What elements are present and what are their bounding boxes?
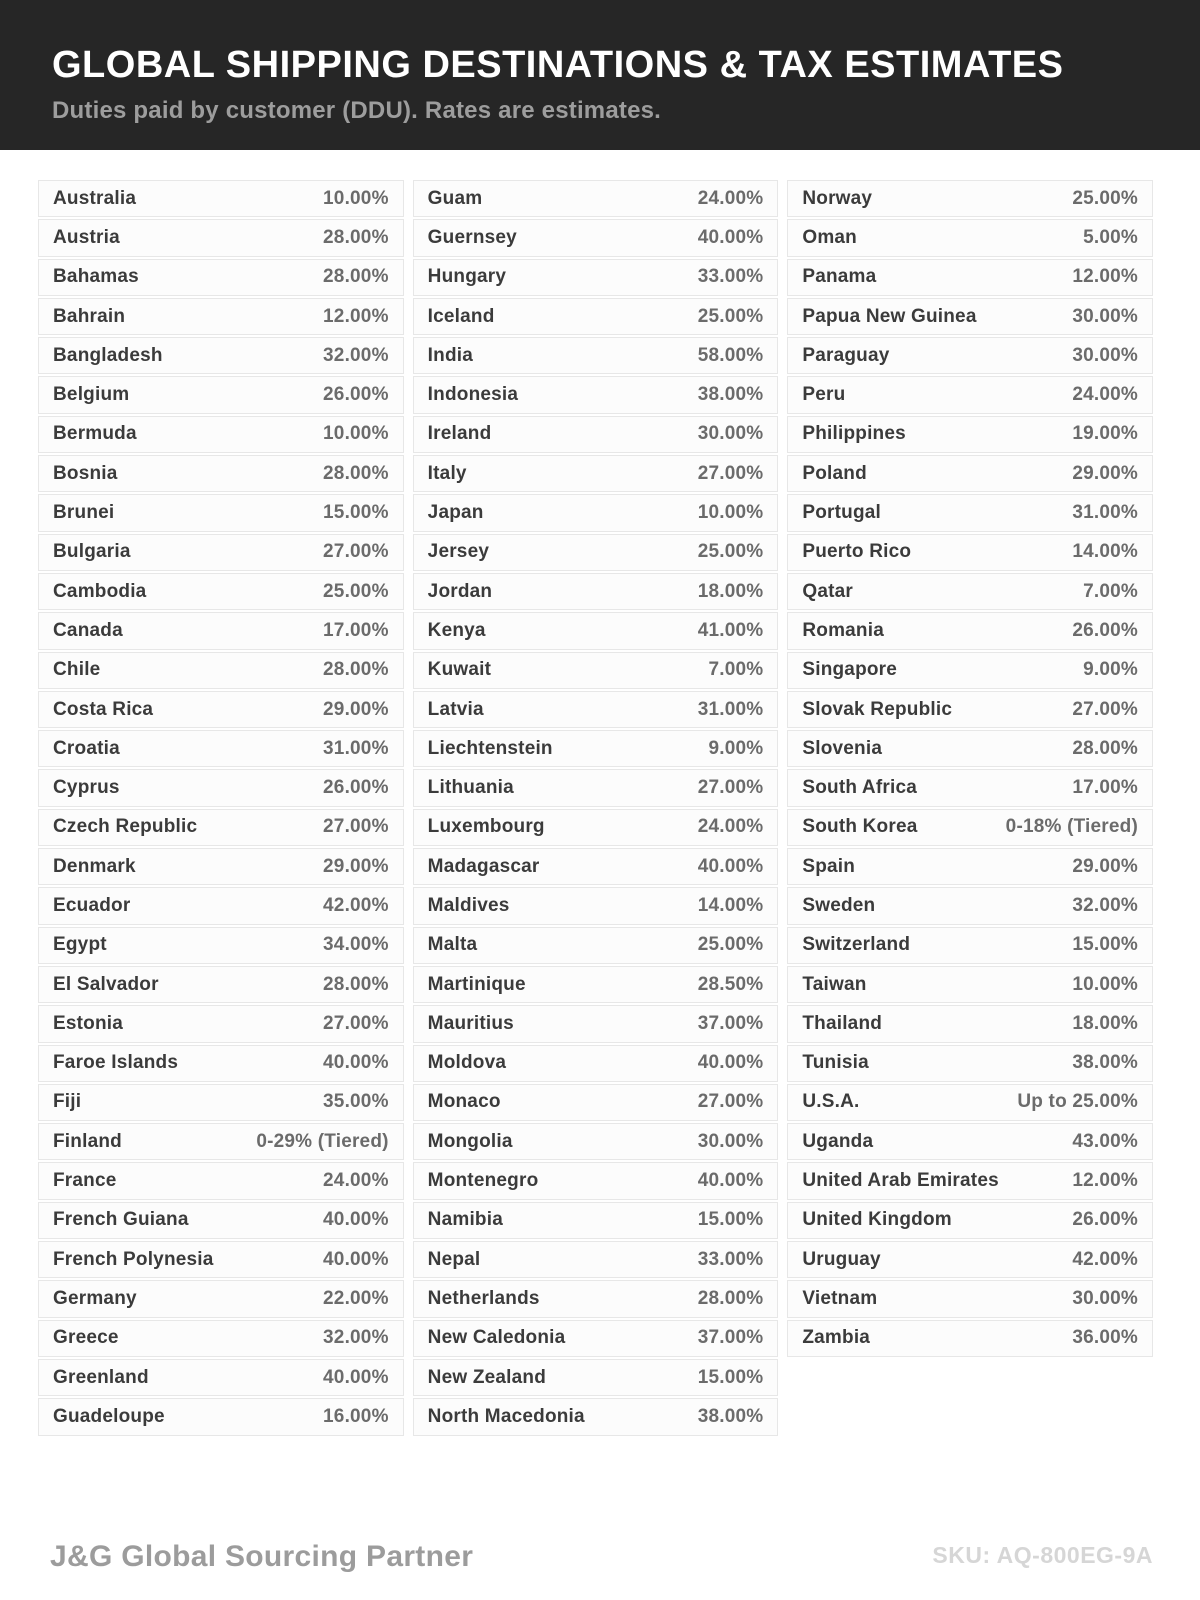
country-name: Ecuador — [53, 894, 131, 916]
tax-rate: 27.00% — [697, 1091, 764, 1113]
tax-rate: 24.00% — [697, 187, 764, 209]
table-row — [38, 534, 404, 571]
country-name: Poland — [802, 462, 867, 484]
country-name: Iceland — [427, 305, 495, 327]
tax-rate: 10.00% — [1072, 973, 1139, 995]
tax-rate: 31.00% — [697, 698, 764, 720]
table-row — [413, 1084, 779, 1121]
table-row — [413, 259, 779, 296]
tax-rate: 28.00% — [323, 226, 389, 248]
country-name: Croatia — [53, 737, 120, 759]
country-name: South Africa — [802, 777, 917, 799]
table-row — [413, 966, 779, 1003]
table-row — [787, 612, 1153, 649]
table-row — [38, 1123, 404, 1160]
table-row — [787, 809, 1153, 846]
country-name: Belgium — [53, 384, 130, 406]
table-row — [787, 573, 1153, 610]
tax-rate: 14.00% — [1072, 541, 1139, 563]
country-name: Switzerland — [802, 934, 911, 956]
country-name: Philippines — [802, 423, 906, 445]
country-name: Denmark — [53, 855, 136, 877]
tax-rate: 35.00% — [323, 1091, 389, 1113]
country-name: Monaco — [427, 1091, 501, 1113]
country-name: Italy — [427, 462, 467, 484]
country-name: Taiwan — [802, 973, 867, 995]
country-name: United Arab Emirates — [802, 1170, 999, 1192]
table-row — [413, 1045, 779, 1082]
country-name: Bermuda — [53, 423, 137, 445]
tax-rate: Up to 25.00% — [1017, 1091, 1139, 1113]
table-row — [413, 180, 779, 217]
country-name: Egypt — [53, 934, 107, 956]
country-name: Peru — [802, 384, 846, 406]
table-row — [413, 376, 779, 413]
country-name: Czech Republic — [53, 816, 198, 838]
tax-rate: 12.00% — [1072, 266, 1139, 288]
brand-name: J&G Global Sourcing Partner — [50, 1540, 474, 1573]
country-name: Ireland — [427, 423, 492, 445]
country-name: Slovak Republic — [802, 698, 953, 720]
country-name: Canada — [53, 619, 123, 641]
tax-rate: 26.00% — [323, 384, 389, 406]
table-row — [413, 494, 779, 531]
country-name: Puerto Rico — [802, 541, 912, 563]
country-name: Costa Rica — [53, 698, 154, 720]
country-name: Spain — [802, 855, 856, 877]
table-row — [787, 180, 1153, 217]
country-name: New Caledonia — [427, 1327, 566, 1349]
tax-rate: 25.00% — [697, 305, 764, 327]
country-name: Guernsey — [427, 226, 517, 248]
tax-rate: 15.00% — [1072, 934, 1139, 956]
country-name: India — [427, 344, 474, 366]
tax-rate: 41.00% — [697, 619, 764, 641]
tax-rate: 30.00% — [1072, 344, 1139, 366]
table-row — [413, 927, 779, 964]
table-row — [413, 691, 779, 728]
country-name: Uruguay — [802, 1248, 881, 1270]
table-row — [413, 612, 779, 649]
table-row — [38, 809, 404, 846]
tax-rate: 32.00% — [1072, 894, 1139, 916]
tax-rate: 24.00% — [323, 1170, 389, 1192]
tax-rate: 26.00% — [1072, 1209, 1139, 1231]
table-row — [413, 1320, 779, 1357]
tax-rate: 28.00% — [323, 266, 389, 288]
country-name: Lithuania — [427, 777, 514, 799]
country-name: France — [53, 1170, 117, 1192]
tax-rate: 37.00% — [697, 1012, 764, 1034]
table-row — [787, 298, 1153, 335]
tax-rate: 16.00% — [323, 1405, 389, 1427]
country-name: Mongolia — [427, 1130, 513, 1152]
table-row — [413, 1359, 779, 1396]
country-name: Netherlands — [427, 1287, 540, 1309]
tax-rate: 14.00% — [697, 894, 764, 916]
tax-rate: 15.00% — [697, 1209, 764, 1231]
tax-rate: 28.50% — [697, 973, 764, 995]
country-name: Greece — [53, 1327, 119, 1349]
table-row — [413, 1202, 779, 1239]
country-name: Greenland — [53, 1366, 149, 1388]
country-name: Estonia — [53, 1012, 124, 1034]
tax-rate: 40.00% — [697, 1170, 764, 1192]
table-row — [38, 730, 404, 767]
table-row — [787, 219, 1153, 256]
country-name: New Zealand — [427, 1366, 547, 1388]
tax-rate: 38.00% — [697, 1405, 764, 1427]
country-name: Madagascar — [427, 855, 540, 877]
country-name: Panama — [802, 266, 877, 288]
country-name: Faroe Islands — [53, 1052, 179, 1074]
country-name: French Polynesia — [53, 1248, 214, 1270]
tax-rate: 12.00% — [323, 305, 389, 327]
table-row — [38, 691, 404, 728]
country-name: Maldives — [427, 894, 510, 916]
tax-rate: 42.00% — [1072, 1248, 1139, 1270]
tax-rate: 33.00% — [697, 266, 764, 288]
tax-rate: 29.00% — [1072, 855, 1139, 877]
table-row — [413, 1005, 779, 1042]
tax-rate: 38.00% — [1072, 1052, 1139, 1074]
table-row — [787, 1202, 1153, 1239]
country-name: Hungary — [427, 266, 507, 288]
tax-rate: 29.00% — [323, 855, 389, 877]
tax-rate: 30.00% — [1072, 1287, 1139, 1309]
country-name: Thailand — [802, 1012, 883, 1034]
table-row — [38, 848, 404, 885]
table-row — [38, 1241, 404, 1278]
tax-rate: 27.00% — [697, 777, 764, 799]
country-name: Moldova — [427, 1052, 507, 1074]
table-row — [413, 1398, 779, 1435]
tax-rate: 10.00% — [323, 187, 389, 209]
table-row — [38, 455, 404, 492]
country-name: Montenegro — [427, 1170, 539, 1192]
table-row — [787, 455, 1153, 492]
table-row — [787, 652, 1153, 689]
tax-rate: 12.00% — [1072, 1170, 1139, 1192]
tax-rate: 24.00% — [697, 816, 764, 838]
tax-rate: 25.00% — [697, 541, 764, 563]
table-row — [38, 1280, 404, 1317]
tax-rate: 18.00% — [697, 580, 764, 602]
tax-rate: 17.00% — [1072, 777, 1139, 799]
sku-label: SKU: AQ-800EG-9A — [932, 1542, 1153, 1568]
table-row — [38, 1202, 404, 1239]
country-name: Japan — [427, 502, 484, 524]
table-row — [38, 416, 404, 453]
tax-rate: 18.00% — [1072, 1012, 1139, 1034]
table-row — [38, 1359, 404, 1396]
table-row — [413, 809, 779, 846]
country-name: Malta — [427, 934, 478, 956]
table-row — [787, 494, 1153, 531]
country-name: Bahamas — [53, 266, 139, 288]
tax-rate: 25.00% — [323, 580, 389, 602]
country-name: Slovenia — [802, 737, 883, 759]
tax-rate: 32.00% — [323, 344, 389, 366]
table-row — [38, 298, 404, 335]
country-name: Norway — [802, 187, 873, 209]
tax-rate: 24.00% — [1072, 384, 1139, 406]
table-row — [38, 1320, 404, 1357]
tax-rate: 29.00% — [323, 698, 389, 720]
table-row — [413, 769, 779, 806]
country-name: Portugal — [802, 502, 882, 524]
tax-rate: 5.00% — [1083, 226, 1139, 248]
country-name: Latvia — [427, 698, 484, 720]
country-name: Jersey — [427, 541, 490, 563]
country-name: Kenya — [427, 619, 486, 641]
table-row — [38, 259, 404, 296]
country-name: United Kingdom — [802, 1209, 952, 1231]
table-row — [787, 416, 1153, 453]
table-row — [413, 298, 779, 335]
table-row — [413, 573, 779, 610]
country-name: Brunei — [53, 502, 115, 524]
tax-rate: 7.00% — [1083, 580, 1139, 602]
country-name: Mauritius — [427, 1012, 514, 1034]
tax-rate: 30.00% — [1072, 305, 1139, 327]
country-name: Guam — [427, 187, 483, 209]
tax-rate: 27.00% — [323, 1012, 389, 1034]
table-row — [413, 730, 779, 767]
table-row — [38, 966, 404, 1003]
table-row — [38, 1005, 404, 1042]
tax-rate: 9.00% — [1083, 659, 1139, 681]
table-row — [787, 691, 1153, 728]
tax-rate: 33.00% — [697, 1248, 764, 1270]
country-name: Uganda — [802, 1130, 874, 1152]
tax-rate: 28.00% — [323, 462, 389, 484]
country-name: Bangladesh — [53, 344, 163, 366]
tax-rate: 32.00% — [323, 1327, 389, 1349]
table-row — [787, 769, 1153, 806]
table-row — [413, 887, 779, 924]
country-name: Fiji — [53, 1091, 82, 1113]
country-name: Australia — [53, 187, 137, 209]
country-name: Chile — [53, 659, 101, 681]
table-row — [413, 337, 779, 374]
table-row — [38, 612, 404, 649]
tax-rate: 40.00% — [323, 1209, 389, 1231]
table-row — [787, 376, 1153, 413]
country-name: Oman — [802, 226, 857, 248]
tax-rate: 36.00% — [1072, 1327, 1139, 1349]
tax-rate: 40.00% — [697, 226, 764, 248]
tax-rate: 34.00% — [323, 934, 389, 956]
table-row — [787, 1320, 1153, 1357]
page-subtitle: Duties paid by customer (DDU). Rates are estimates. — [52, 97, 662, 124]
tax-rate: 27.00% — [323, 816, 389, 838]
table-row — [413, 1123, 779, 1160]
tax-rate: 30.00% — [697, 423, 764, 445]
table-row — [787, 848, 1153, 885]
tax-rate: 0-18% (Tiered) — [1005, 816, 1139, 838]
tax-rate: 38.00% — [697, 384, 764, 406]
country-name: Liechtenstein — [427, 737, 553, 759]
table-row — [787, 337, 1153, 374]
tax-rate: 15.00% — [323, 502, 389, 524]
tax-rate: 43.00% — [1072, 1130, 1139, 1152]
tax-rate: 28.00% — [323, 659, 389, 681]
table-row — [38, 219, 404, 256]
country-name: Namibia — [427, 1209, 503, 1231]
country-name: El Salvador — [53, 973, 159, 995]
country-name: Germany — [53, 1287, 137, 1309]
tax-rate: 25.00% — [697, 934, 764, 956]
tax-rate: 7.00% — [708, 659, 764, 681]
tax-rate-table — [38, 180, 1153, 1438]
country-name: Kuwait — [427, 659, 492, 681]
table-row — [38, 887, 404, 924]
tax-rate: 19.00% — [1072, 423, 1139, 445]
tax-rate: 27.00% — [1072, 698, 1139, 720]
tax-rate: 28.00% — [323, 973, 389, 995]
table-row — [38, 573, 404, 610]
tax-rate: 31.00% — [1072, 502, 1139, 524]
tax-rate: 40.00% — [323, 1248, 389, 1270]
tax-rate: 29.00% — [1072, 462, 1139, 484]
country-name: Martinique — [427, 973, 526, 995]
table-row — [787, 1045, 1153, 1082]
tax-rate: 28.00% — [697, 1287, 764, 1309]
country-name: Finland — [53, 1130, 122, 1152]
country-name: U.S.A. — [802, 1091, 860, 1113]
table-row — [787, 1084, 1153, 1121]
table-row — [38, 376, 404, 413]
rates-column-3 — [787, 180, 1153, 1438]
country-name: Indonesia — [427, 384, 519, 406]
country-name: Singapore — [802, 659, 898, 681]
table-row — [38, 652, 404, 689]
tax-rate: 30.00% — [697, 1130, 764, 1152]
tax-rate: 22.00% — [323, 1287, 389, 1309]
country-name: Bosnia — [53, 462, 118, 484]
country-name: French Guiana — [53, 1209, 189, 1231]
table-row — [413, 1280, 779, 1317]
table-row — [38, 1045, 404, 1082]
tax-rate: 9.00% — [708, 737, 764, 759]
table-row — [787, 966, 1153, 1003]
tax-rate: 27.00% — [323, 541, 389, 563]
table-row — [413, 455, 779, 492]
table-row — [38, 1162, 404, 1199]
country-name: Paraguay — [802, 344, 890, 366]
table-row — [787, 927, 1153, 964]
table-row — [413, 652, 779, 689]
country-name: Papua New Guinea — [802, 305, 977, 327]
tax-rate: 25.00% — [1072, 187, 1139, 209]
page-footer — [50, 1540, 1153, 1574]
country-name: Bahrain — [53, 305, 126, 327]
table-row — [413, 416, 779, 453]
country-name: Guadeloupe — [53, 1405, 165, 1427]
table-row — [38, 769, 404, 806]
rates-column-2 — [413, 180, 779, 1438]
country-name: South Korea — [802, 816, 918, 838]
table-row — [38, 494, 404, 531]
table-row — [787, 887, 1153, 924]
tax-rate: 26.00% — [1072, 619, 1139, 641]
country-name: North Macedonia — [427, 1405, 585, 1427]
table-row — [413, 848, 779, 885]
page-header — [0, 0, 1200, 150]
tax-rate: 17.00% — [323, 619, 389, 641]
tax-rate: 27.00% — [697, 462, 764, 484]
table-row — [38, 927, 404, 964]
table-row — [787, 1280, 1153, 1317]
table-row — [787, 1241, 1153, 1278]
table-row — [787, 534, 1153, 571]
country-name: Nepal — [427, 1248, 481, 1270]
country-name: Qatar — [802, 580, 853, 602]
country-name: Sweden — [802, 894, 876, 916]
tax-rate: 28.00% — [1072, 737, 1139, 759]
tax-rate: 10.00% — [697, 502, 764, 524]
table-row — [787, 1162, 1153, 1199]
country-name: Cyprus — [53, 777, 120, 799]
tax-rate: 37.00% — [697, 1327, 764, 1349]
table-row — [38, 180, 404, 217]
country-name: Romania — [802, 619, 884, 641]
country-name: Austria — [53, 226, 120, 248]
table-row — [38, 337, 404, 374]
tax-rate: 40.00% — [697, 855, 764, 877]
tax-rate: 40.00% — [323, 1052, 389, 1074]
table-row — [413, 219, 779, 256]
table-row — [38, 1084, 404, 1121]
country-name: Luxembourg — [427, 816, 545, 838]
country-name: Vietnam — [802, 1287, 878, 1309]
tax-rate: 26.00% — [323, 777, 389, 799]
tax-rate: 40.00% — [697, 1052, 764, 1074]
rates-column-1 — [38, 180, 404, 1438]
tax-rate: 31.00% — [323, 737, 389, 759]
table-row — [413, 1241, 779, 1278]
tax-rate: 58.00% — [697, 344, 764, 366]
table-row — [787, 1005, 1153, 1042]
table-row — [413, 534, 779, 571]
country-name: Cambodia — [53, 580, 147, 602]
table-row — [787, 259, 1153, 296]
table-row — [38, 1398, 404, 1435]
table-row — [413, 1162, 779, 1199]
country-name: Tunisia — [802, 1052, 869, 1074]
tax-rate: 40.00% — [323, 1366, 389, 1388]
table-row — [787, 730, 1153, 767]
tax-rate: 15.00% — [697, 1366, 764, 1388]
country-name: Zambia — [802, 1327, 871, 1349]
page-title: GLOBAL SHIPPING DESTINATIONS & TAX ESTIMATES — [52, 44, 1064, 86]
country-name: Bulgaria — [53, 541, 131, 563]
tax-rate: 42.00% — [323, 894, 389, 916]
tax-rate: 0-29% (Tiered) — [256, 1130, 389, 1152]
country-name: Jordan — [427, 580, 493, 602]
tax-rate: 10.00% — [323, 423, 389, 445]
table-row — [787, 1123, 1153, 1160]
